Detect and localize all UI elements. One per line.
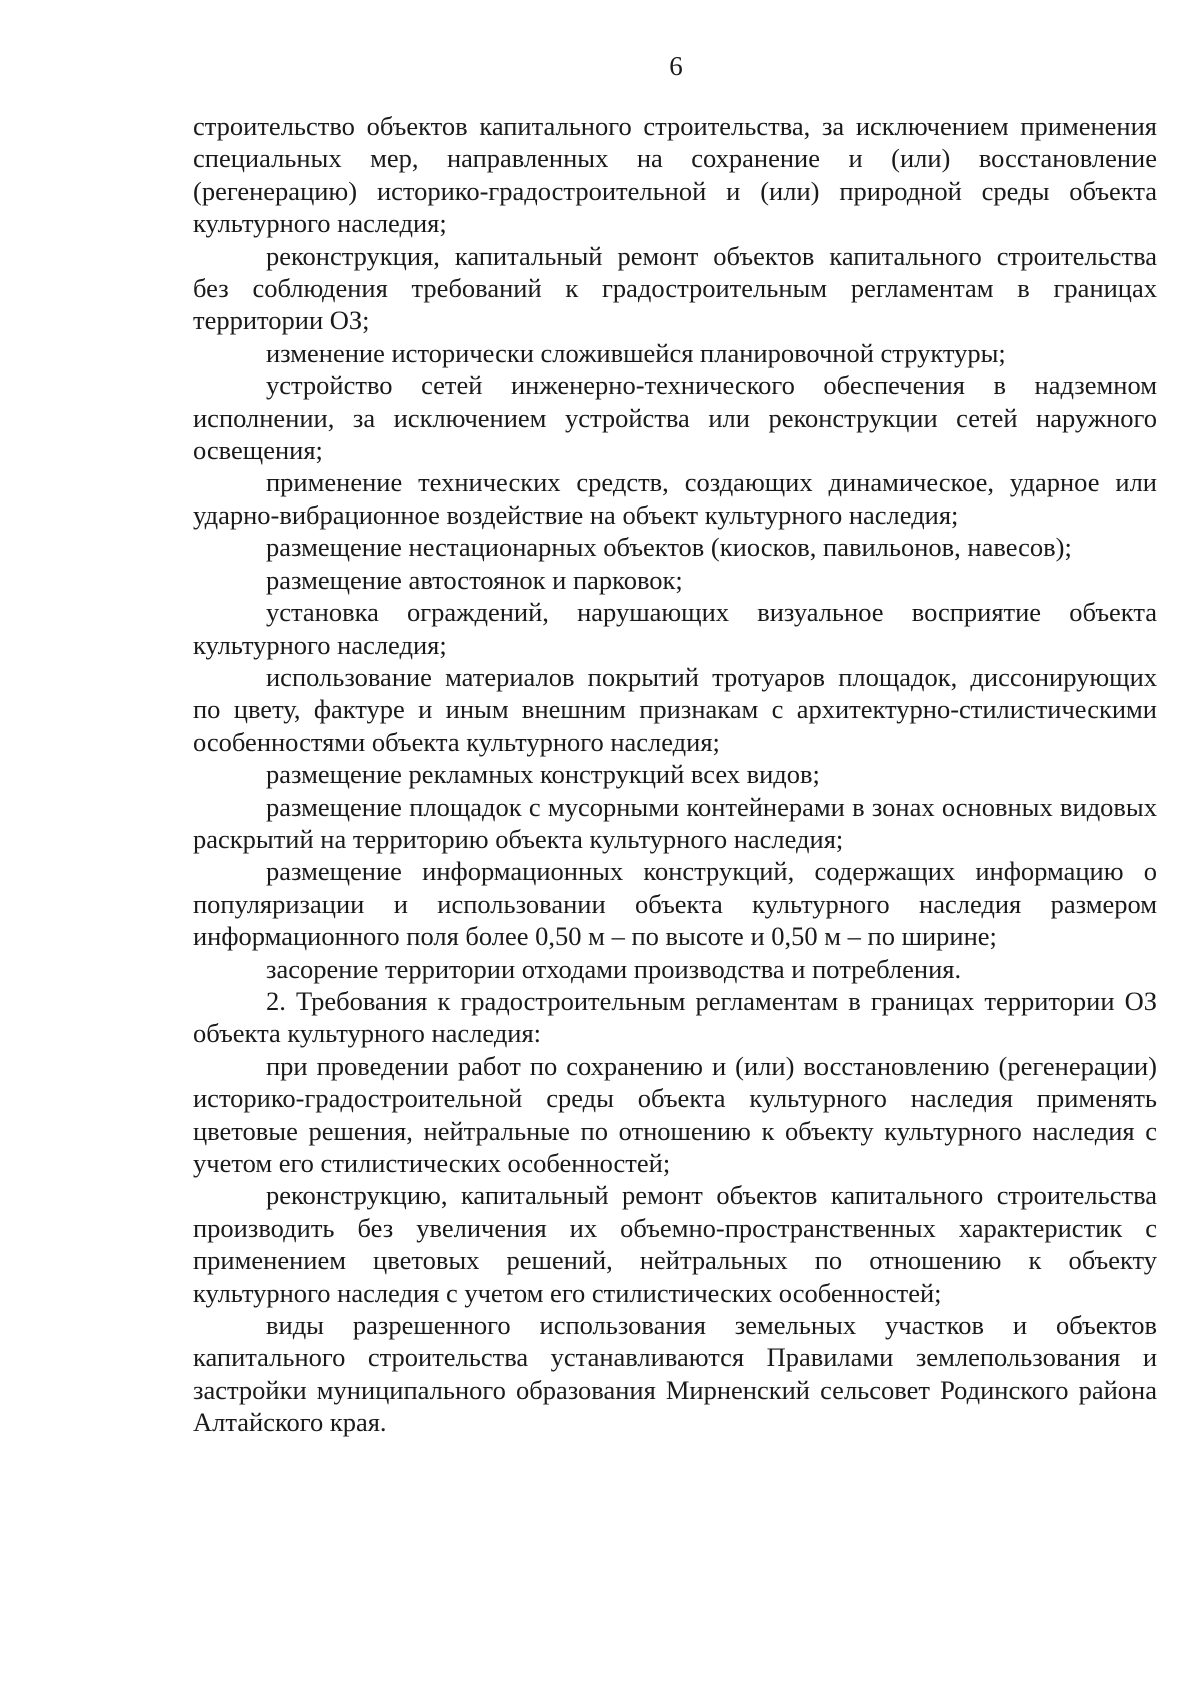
- paragraph-prohibition-parking: размещение автостоянок и парковок;: [266, 564, 683, 595]
- paragraph-prohibition-waste-containers: размещение площадок с мусорными контейнерами в зонах основных видовых раскрытий на территорию объекта культурного наследия;: [193, 791, 1157, 854]
- paragraph-prohibition-fencing: установка ограждений, нарушающих визуальное восприятие объекта культурного наследия;: [193, 597, 1157, 660]
- paragraph-requirement-permitted-use: виды разрешенного использования земельных участков и объектов капитального строительства устанавливаются Правилами землепользования и застройки муниципального образования Мирненский сельсовет Родинского района Алтайского края.: [193, 1310, 1157, 1438]
- paragraph-prohibition-reconstruction: реконструкция, капитальный ремонт объектов капитального строительства без соблюдения требований к градостроительным регламентам в границах территории ОЗ;: [193, 240, 1157, 336]
- paragraph-prohibition-information-structures: размещение информационных конструкций, содержащих информацию о популяризации и использовании объекта культурного наследия размером информационного поля более 0,50 м – по высоте и 0,50 м – по ширине;: [193, 856, 1157, 952]
- paragraph-prohibition-planning-structure: изменение исторически сложившейся планировочной структуры;: [266, 337, 1006, 368]
- paragraph-prohibition-advertising: размещение рекламных конструкций всех видов;: [266, 759, 820, 790]
- paragraph-prohibition-technical-means: применение технических средств, создающих динамическое, ударное или ударно-вибрационное воздействие на объект культурного наследия;: [193, 467, 1157, 530]
- paragraph-prohibition-capital-construction: строительство объектов капитального строительства, за исключением применения специальных мер, направленных на сохранение и (или) восстановление (регенерацию) историко-градостроительной и (или) природной среды объекта культурного наследия;: [193, 111, 1157, 239]
- paragraph-prohibition-engineering-networks: устройство сетей инженерно-технического обеспечения в надземном исполнении, за исключением устройства или реконструкции сетей наружного освещения;: [193, 370, 1157, 466]
- page-number: 6: [669, 51, 683, 81]
- section-heading-requirements: 2. Требования к градостроительным регламентам в границах территории ОЗ объекта культурного наследия:: [193, 985, 1157, 1049]
- paragraph-prohibition-littering: засорение территории отходами производства и потребления.: [266, 953, 962, 984]
- document-body: [193, 110, 1157, 1439]
- paragraph-requirement-reconstruction: реконструкцию, капитальный ремонт объектов капитального строительства производить без увеличения их объемно-пространственных характеристик с применением цветовых решений, нейтральных по отношению к объекту культурного наследия с учетом его стилистических особенностей;: [193, 1180, 1157, 1308]
- paragraph-requirement-color-solutions: при проведении работ по сохранению и (или) восстановлению (регенерации) историко-градостроительной среды объекта культурного наследия применять цветовые решения, нейтральные по отношению к объекту культурного наследия с учетом его стилистических особенностей;: [193, 1050, 1157, 1178]
- paragraph-prohibition-materials: использование материалов покрытий тротуаров площадок, диссонирующих по цвету, фактуре и иным внешним признакам с архитектурно-стилистическими особенностями объекта культурного наследия;: [193, 661, 1157, 757]
- paragraph-prohibition-non-stationary-objects: размещение нестационарных объектов (киосков, павильонов, навесов);: [266, 532, 1072, 563]
